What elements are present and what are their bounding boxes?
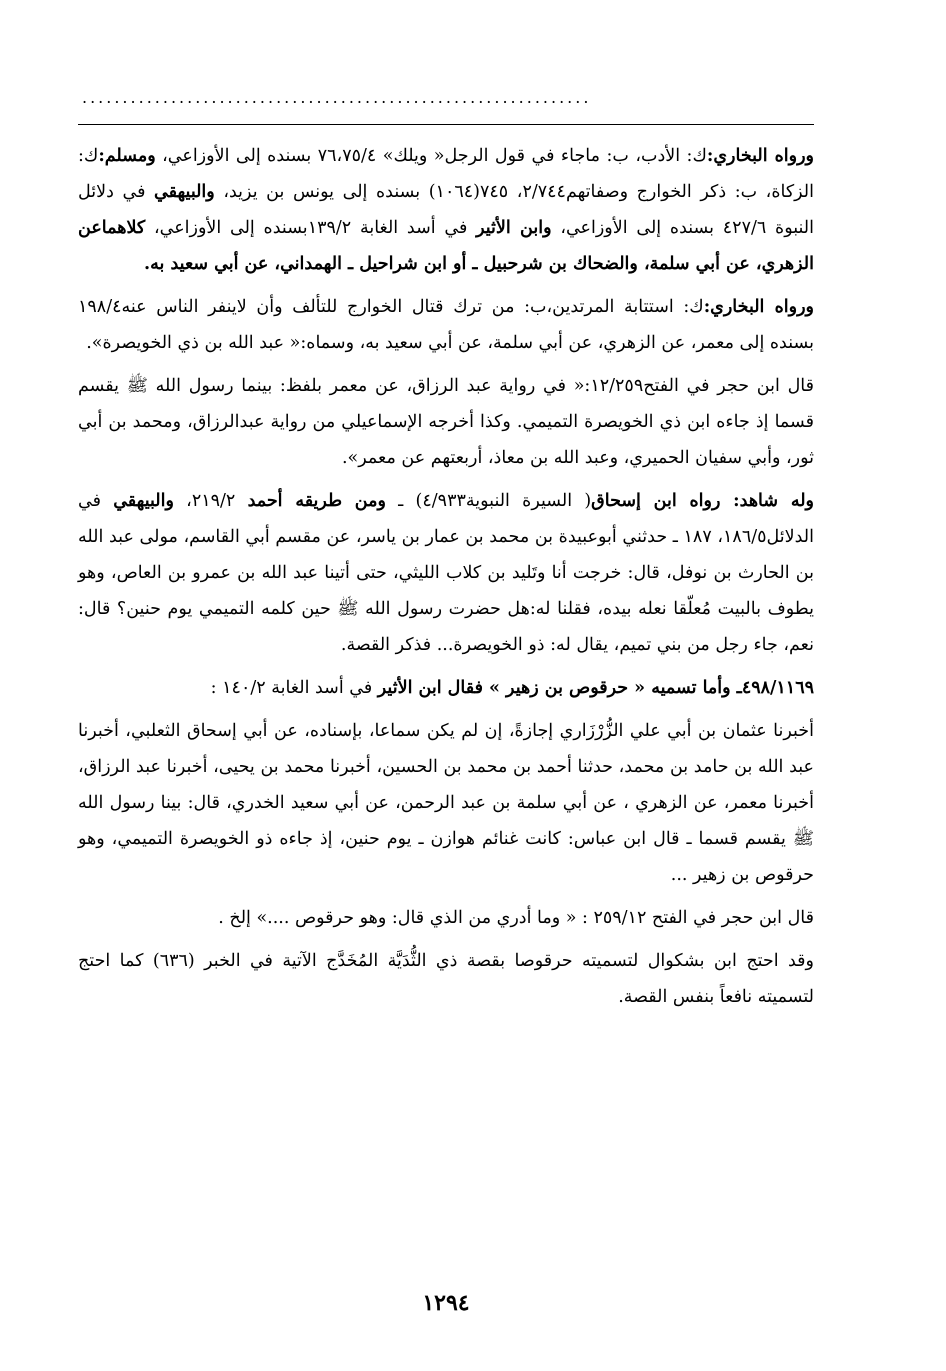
text-run: قال ابن حجر في الفتح١٢/٢٥٩:« في رواية عبد الرزاق، عن معمر بلفظ: بينما رسول الله ﷺ يقسم قسما إذ جاءه ابن ذي الخويصرة التميمي. وكذا أخرجه الإسماعيلي من رواية عبدالرزاق، ومحمد بن أبي ثور، وأبي سفيان الحميري، وعبد الله بن معاذ، أربعتهم عن معمر».	[78, 376, 814, 468]
bold-text-run: والبيهقي	[113, 491, 174, 511]
paragraph	[78, 289, 814, 361]
dotted-separator: ...............................................................	[82, 88, 592, 107]
text-run: ك: الزكاة، ب: ذكر الخوارج وصفاتهم٢/٧٤٤، ٧٤٥(١٠٦٤) بسنده إلى يونس بن يزيد،	[78, 146, 814, 202]
page-number: ١٢٩٤	[422, 1290, 470, 1316]
text-run: في الدلائل١٨٦/٥، ١٨٧ ـ حدثني أبوعبيدة بن محمد بن عمار بن ياسر، عن مقسم أبي القاسم، مولى عبد الله بن الحارث بن نوفل، قال: خرجت أنا وتَليد بن كلاب الليثي، حتى أتينا عبد الله بن عمرو بن العاص، وهو يطوف بالبيت مُعلّقا نعله بيده، فقلنا له:هل حضرت رسول الله ﷺ حين كلمه التميمي يوم حنين؟ قال: نعم، جاء رجل من بني تميم، يقال له: ذو الخويصرة... فذكر القصة.	[78, 491, 814, 655]
text-run: في أسد الغابة ١٤٠/٢ :	[210, 678, 378, 698]
bold-text-run: والبيهقي	[154, 182, 215, 202]
bold-text-run: ورواه البخاري:	[703, 297, 814, 317]
bold-text-run: وابن الأثير	[476, 218, 552, 238]
text-run: وقد احتج ابن بشكوال لتسميته حرقوصا بقصة ذي الثُّدَيَّة المُخَدَّج الآتية في الخبر (٦٣٦) كما احتج لتسميته نافعاً بنفس القصة.	[78, 951, 814, 1007]
text-run: في دلائل النبوة ٤٢٧/٦ بسنده إلى الأوزاعي،	[78, 182, 815, 238]
bold-text-run: ٤٩٨/١١٦٩ـ وأما تسميه « حرقوص بن زهير » فقال ابن الأثير	[377, 678, 814, 698]
footnote-rule	[78, 124, 814, 125]
paragraph	[78, 138, 814, 282]
paragraph	[78, 483, 814, 663]
paragraph	[78, 670, 814, 706]
text-run: أخبرنا عثمان بن أبي علي الزُّرْزَاري إجازةً، إن لم يكن سماعا، بإسناده، عن أبي إسحاق الثعلبي، أخبرنا عبد الله بن حامد بن محمد، حدثنا أحمد بن محمد بن الحسين، أخبرنا محمد بن يحيى، أخبرنا عبد الرزاق، أخبرنا معمر، عن الزهري ، عن أبي سلمة بن عبد الرحمن، عن أبي سعيد الخدري، قال: بينا رسول الله ﷺ يقسم قسما ـ قال ابن عباس: كانت غنائم هوازن ـ يوم حنين، إذ جاءه ذو الخويصرة التميمي، وهو حرقوص بن زهير ...	[78, 721, 814, 885]
text-run: قال ابن حجر في الفتح ٢٥٩/١٢ : « وما أدري من الذي قال: وهو حرقوص ....» إلخ .	[218, 908, 814, 928]
text-run: ( السيرة النبوية٤/٩٣٣) ـ	[385, 491, 592, 511]
text-run: ك: استتابة المرتدين،ب: من ترك قتال الخوارج للتألف وأن لاينفر الناس عنه١٩٨/٤ بسنده إلى معمر، عن الزهري، عن أبي سلمة، عن أبي سعيد به، وسماه:« عبد الله بن ذي الخويصرة».	[78, 297, 814, 353]
paragraph	[78, 368, 814, 476]
paragraph	[78, 900, 814, 936]
bold-text-run: ورواه البخاري:	[706, 146, 814, 166]
text-run: ك: الأدب، ب: ماجاء في قول الرجل« ويلك» ٧٦،٧٥/٤ بسنده إلى الأوزاعي،	[155, 146, 707, 166]
paragraph	[78, 713, 814, 893]
bold-text-run: كلاهماعن الزهري، عن أبي سلمة، والضحاك بن شرحبيل ـ أو ابن شراحيل ـ الهمداني، عن أبي سعيد به.	[78, 218, 814, 274]
document-page	[78, 88, 814, 1338]
footnote-body	[78, 138, 814, 1022]
bold-text-run: ومن طريقه أحمد	[247, 491, 386, 511]
bold-text-run: وله شاهد: رواه ابن إسحاق	[591, 491, 814, 511]
bold-text-run: ومسلم:	[98, 146, 156, 166]
paragraph	[78, 943, 814, 1015]
text-run: ٢١٩/٢،	[173, 491, 248, 511]
text-run: في أسد الغابة ١٣٩/٢بسنده إلى الأوزاعي،	[145, 218, 477, 238]
